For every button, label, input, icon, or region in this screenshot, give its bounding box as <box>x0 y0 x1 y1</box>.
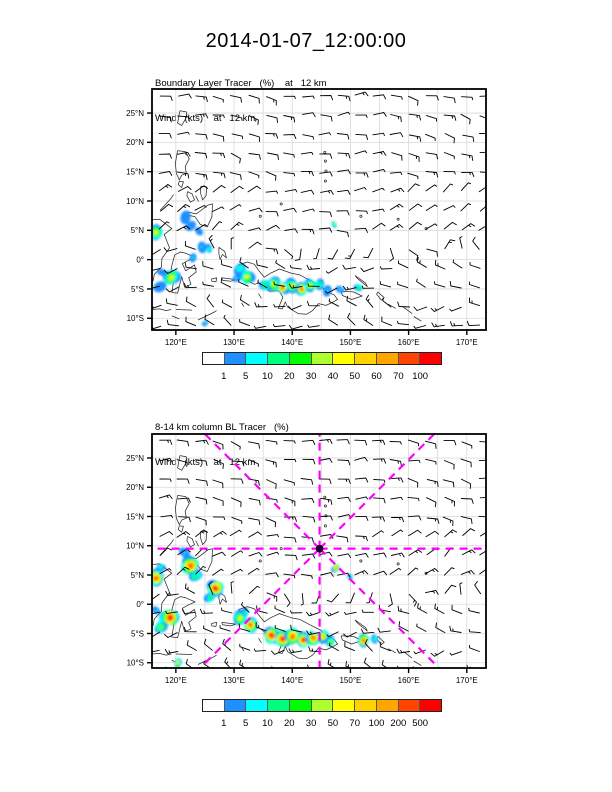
colorbar-segment <box>246 353 268 364</box>
lat-tick-label: 5°S <box>131 629 144 639</box>
colorbar-tick-label: 100 <box>368 718 385 729</box>
colorbar-tick-label: 10 <box>262 718 273 729</box>
lat-tick-label: 25°N <box>126 108 144 118</box>
map-panel-bottom <box>0 430 612 686</box>
tracer-blobs <box>146 545 379 668</box>
panel2-subtitle-line2: Wind (kts) at 12 km <box>155 456 256 468</box>
colorbar-tick-label: 1 <box>221 371 227 382</box>
colorbar-tick-label: 30 <box>305 718 317 729</box>
lon-tick-label: 150°E <box>339 676 362 685</box>
lon-tick-label: 140°E <box>281 338 304 347</box>
panel1-subtitle-line1: Boundary Layer Tracer (%) at 12 km <box>155 78 327 89</box>
lon-tick-label: 160°E <box>397 676 420 685</box>
colorbar-tick-label: 1 <box>221 718 227 729</box>
colorbar-tick-label: 70 <box>349 718 360 729</box>
colorbar-tick-label: 50 <box>349 371 360 382</box>
colorbar-segment <box>420 353 441 364</box>
overlay-rays <box>0 430 612 686</box>
colorbar-bottom-labels <box>202 718 442 730</box>
colorbar-tick-label: 40 <box>327 371 339 382</box>
lat-tick-label: 10°S <box>126 314 144 324</box>
colorbar-tick-label: 20 <box>283 718 295 729</box>
colorbar-segment <box>225 700 247 711</box>
colorbar-tick-label: 60 <box>371 371 382 382</box>
lon-tick-label: 130°E <box>223 338 245 347</box>
lon-tick-label: 120°E <box>164 338 187 347</box>
colorbar-tick-label: 5 <box>242 718 249 729</box>
lon-tick-label: 170°E <box>455 338 478 347</box>
colorbar-segment <box>268 353 290 364</box>
lat-tick-label: 20°N <box>126 483 144 493</box>
colorbar-segment <box>246 700 268 711</box>
colorbar-tick-label: 200 <box>390 718 407 729</box>
lon-tick-label: 150°E <box>339 338 362 347</box>
lat-tick-label: 15°N <box>126 167 144 177</box>
colorbar-top-labels <box>202 371 442 383</box>
colorbar-tick-label: 10 <box>262 371 273 382</box>
lat-tick-label: 10°N <box>126 541 144 551</box>
colorbar-tick-label: 100 <box>412 371 429 382</box>
colorbar-tick-label: 5 <box>242 371 249 382</box>
colorbar-segment <box>333 353 355 364</box>
wind-barbs <box>147 92 493 329</box>
colorbar-segment <box>290 700 312 711</box>
panel1-subtitle-line2: Wind (kts) at 12 km <box>155 112 256 124</box>
lat-tick-label: 10°N <box>126 196 144 206</box>
colorbar-tick-label: 70 <box>393 371 404 382</box>
panel2-subtitle-line1: 8-14 km column BL Tracer (%) <box>155 422 289 433</box>
lat-tick-label: 5°N <box>130 570 144 580</box>
colorbar-segment <box>420 700 441 711</box>
lat-tick-label: 25°N <box>126 453 144 463</box>
colorbar-segment <box>333 700 355 711</box>
colorbar-top <box>202 352 442 365</box>
lat-tick-label: 5°S <box>131 284 144 294</box>
lon-tick-label: 140°E <box>281 676 304 685</box>
lat-tick-label: 0° <box>136 600 144 610</box>
lon-tick-label: 130°E <box>223 676 245 685</box>
colorbar-segment <box>203 353 225 364</box>
colorbar-segment <box>290 353 312 364</box>
storm-center-dot <box>316 545 324 553</box>
colorbar-tick-label: 20 <box>283 371 295 382</box>
lat-tick-label: 10°S <box>126 658 144 668</box>
lat-tick-label: 5°N <box>130 226 144 236</box>
colorbar-segment <box>377 353 399 364</box>
colorbar-segment <box>312 353 334 364</box>
colorbar-segment <box>399 700 421 711</box>
colorbar-segment <box>355 700 377 711</box>
lon-tick-label: 160°E <box>397 338 420 347</box>
colorbar-segment <box>312 700 334 711</box>
map-panel-top <box>0 85 612 387</box>
colorbar-segment <box>268 700 290 711</box>
figure-title: 2014-01-07_12:00:00 <box>205 30 407 52</box>
colorbar-tick-label: 500 <box>412 718 429 729</box>
colorbar-segment <box>377 700 399 711</box>
colorbar-segment <box>399 353 421 364</box>
colorbar-bottom <box>202 699 442 712</box>
colorbar-segment <box>355 353 377 364</box>
colorbar-segment <box>203 700 225 711</box>
colorbar-tick-label: 50 <box>327 718 339 729</box>
lat-tick-label: 0° <box>136 255 144 265</box>
colorbar-segment <box>225 353 247 364</box>
lon-tick-label: 170°E <box>455 676 478 685</box>
lat-tick-label: 20°N <box>126 138 144 148</box>
lon-tick-label: 120°E <box>164 676 187 685</box>
colorbar-tick-label: 30 <box>305 371 317 382</box>
lat-tick-label: 15°N <box>126 512 144 522</box>
